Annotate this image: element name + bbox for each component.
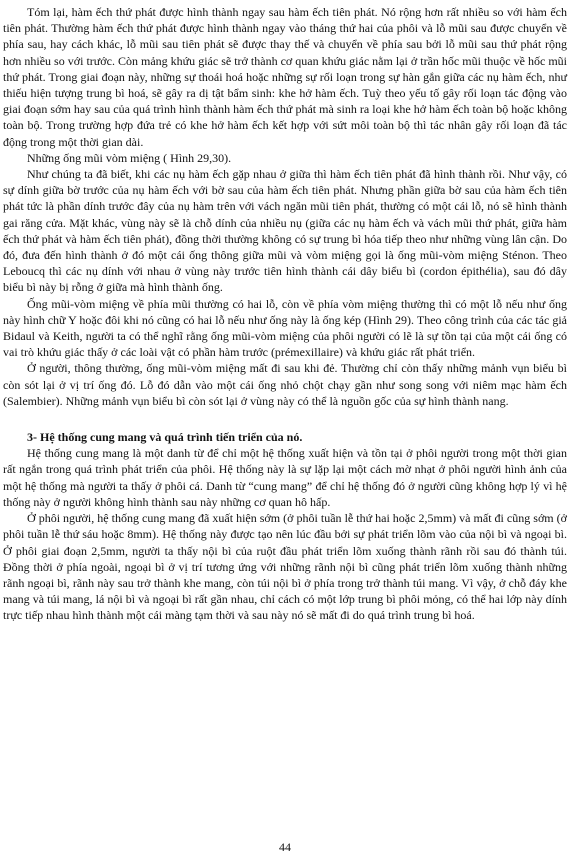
section-heading: 3- Hệ thống cung mang và quá trình tiến triển của nó. (27, 430, 303, 445)
paragraph-palate-fusion: Như chúng ta đã biết, khi các nụ hàm ếch gặp nhau ở giữa thì hàm ếch tiên phát đã hình thành rồi. Như vậy, có sự dính giữa bờ trước của nụ hàm ếch với bờ sau của hàm ếch tiên phát. Nhưng phần giữa bờ sau của hàm ếch tiên phát tức là phần dính trước đây của nụ hàm trên với vách ngăn mũi tiên phát, thường có một cái lỗ, nó sẽ hình thành gai răng cửa. Mặt khác, vùng này sẽ là chỗ dính của nhiều nụ (giữa các nụ hàm ếch và vách mũi thứ phát, giữa hàm ếch thứ phát và hàm ếch tiên phát), đồng thời thường không có sự trung bì hóa tiếp theo như những vùng lân cận. Do đó, đưa đến hình thành ở đó một cái ống thông giữa mũi và vòm miệng gọi là ống mũi-vòm miệng Sténon. Theo Leboucq thì các nụ dính với nhau ở vùng này trước tiên hình thành cái dây biểu bì (cordon épithélia), sau đó dây biểu bì này bị rỗng ở giữa mà hình thành ống. (3, 167, 567, 295)
paragraph-human-duct: Ở người, thông thường, ống mũi-vòm miệng mất đi sau khi đẻ. Thường chỉ còn thấy những mảnh vụn biểu bì còn sót lại ở vị trí ống đó. Lỗ đó dẫn vào một cái ống nhỏ chột chạy gần như song song với niêm mạc hàm ếch (Salembier). Những mảnh vụn biểu bì còn sót lại ở vùng này có thể là nguồn gốc của sự hình thành nang. (3, 361, 567, 408)
paragraph-summary: Tóm lại, hàm ếch thứ phát được hình thành ngay sau hàm ếch tiên phát. Nó rộng hơn rất nhiều so với hàm ếch tiên phát. Thường hàm ếch thứ phát được hình thành ngay vào tháng thứ hai của phôi và lỗ mũi sau được chuyển về phía sau, hay cách khác, lỗ mũi sau tiên phát sẽ được thay thế và chuyển về phía sau bởi lỗ mũi sau thứ phát rộng hơn nhiều so với trước. Còn mảng khứu giác sẽ trở thành cơ quan khứu giác nằm lại ở trần hốc mũi thuộc về hốc mũi thứ phát. Trong giai đoạn này, những sự thoái hoá hoặc những sự rối loạn trong sự hàn gắn giữa các nụ hàm ếch, như thiếu hiện tượng trung bì hoá, sẽ gây ra dị tật bẩm sinh: khe hở hàm ếch. Tuỳ theo yếu tố gây rối loạn tác động vào giai đoạn sớm hay sau của quá trình hình thành hàm ếch thứ phát mà sinh ra loại khe hở hàm ếch toàn bộ hoặc không toàn bộ. Trong trường hợp đứa trẻ có khe hở hàm ếch kết hợp với sứt môi toàn bộ thì tác nhân gây rối loạn đã tác động trong một thời gian dài. (3, 5, 567, 149)
page-number: 44 (279, 840, 291, 854)
paragraph-branchial-development: Ở phôi người, hệ thống cung mang đã xuất hiện sớm (ở phôi tuần lễ thứ hai hoặc 2,5mm) và mất đi cũng sớm (ở phôi tuần lễ thứ sáu hoặc 8mm). Hệ thống này được tạo nên lúc đầu bởi sự phát triển lõm vào của nội bì và ngoại bì. Ở phôi giai đoạn 2,5mm, người ta thấy nội bì của ruột đầu phát triển lõm xuống thành rãnh rồi sau đó thành túi. Đồng thời ở phía ngoài, ngoại bì ở vị trí tương ứng với những rãnh nội bì cũng phát triển lõm xuống thành những rãnh ngoại bì, rãnh này sau trở thành khe mang, còn túi nội bì ở phía trong trở thành túi mang. Vì vậy, ở chỗ đáy khe mang và túi mang, lá nội bì và ngoại bì rất gần nhau, chỉ cách có một lớp trung bì phôi mỏng, có thể hai lớp này dính trực tiếp nhau hình thành một cái màng tạm thời và sau này nó sẽ mất đi do quá trình trung bì hoá. (3, 511, 567, 623)
paragraph-subheading: Những ống mũi vòm miệng ( Hình 29,30). (27, 150, 232, 165)
paragraph-branchial-intro: Hệ thống cung mang là một danh từ để chỉ một hệ thống xuất hiện và tồn tại ở phôi người trong một thời gian rất ngắn trong quá trình phát triển của phôi. Hệ thống này là sự lặp lại một cách mờ nhạt ở phôi người hình ảnh của một hệ thống mà người ta thấy ở phôi cá. Danh từ “cung mang” để chỉ hệ thống đó ở người cũng không hợp lý vì hệ thống này ở người không hình thành sau này những cơ quan hô hấp. (3, 446, 567, 509)
paragraph-nasopalatine-duct: Ống mũi-vòm miệng về phía mũi thường có hai lỗ, còn về phía vòm miệng thường thì có một lỗ nếu như ống này hình chữ Y hoặc đôi khi nó cũng có hai lỗ nếu như ống này là ống kép (Hình 29). Theo công trình của các tác giả Bidaul và Keith, người ta có thể nghĩ rằng ống mũi-vòm miệng của phôi người có lẽ là sự tồn tại của một cái ống có vai trò khứu giác thấy ở các loài vật có phần hàm trước (prémexillaire) và khứu giác rất phát triển. (3, 296, 567, 360)
